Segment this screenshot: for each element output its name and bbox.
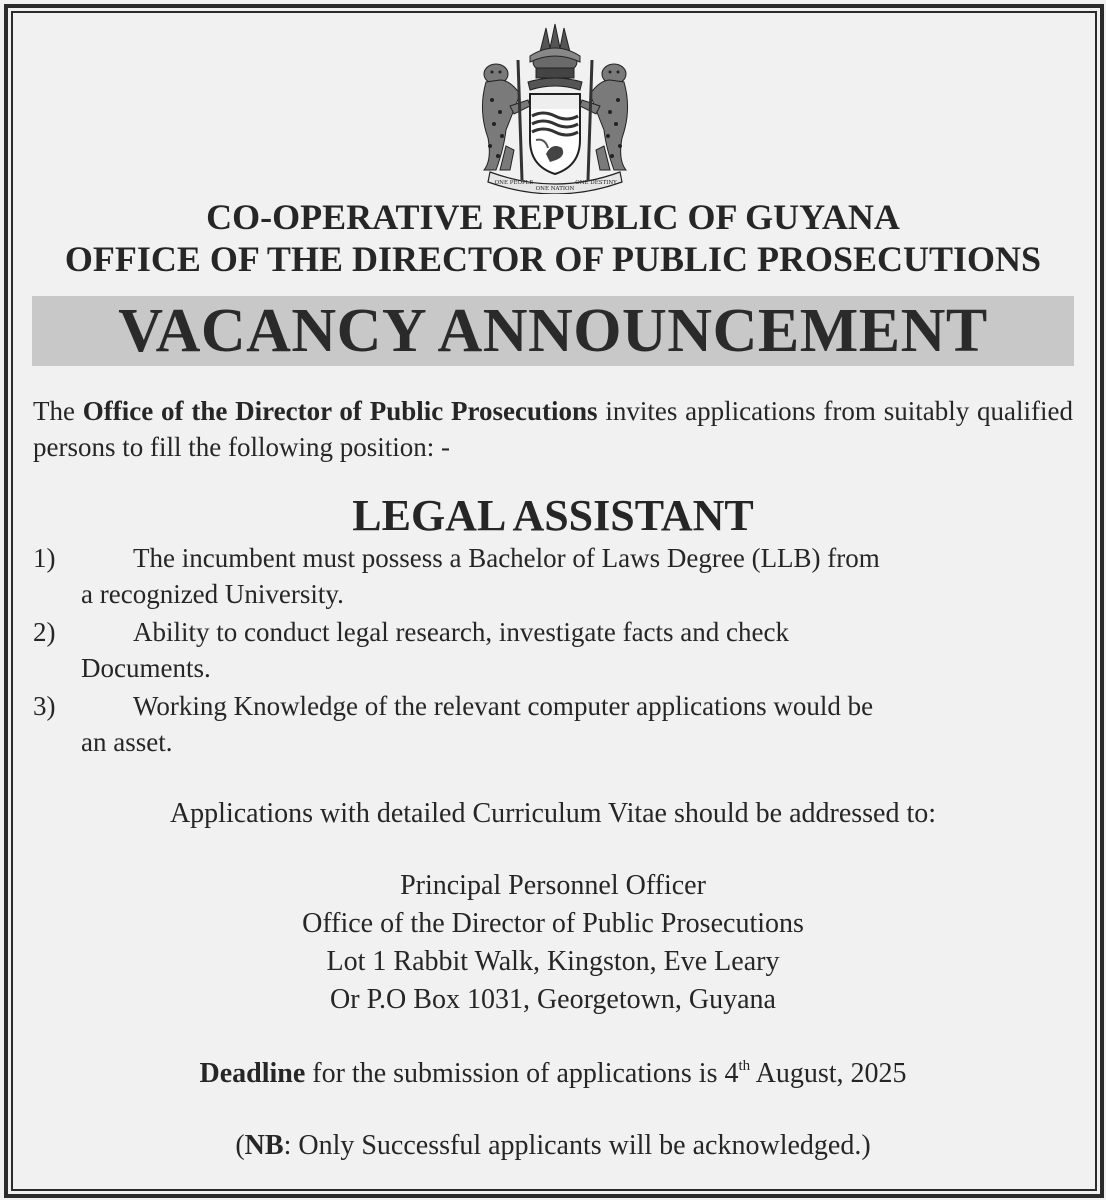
note-text: : Only Successful applicants will be acknowledged.) <box>283 1130 871 1161</box>
requirement-item <box>33 540 1063 612</box>
intro-prefix: The <box>33 396 83 426</box>
intro-paragraph <box>33 393 1073 465</box>
requirement-number: 3) <box>33 691 56 721</box>
note-line <box>0 1130 1106 1162</box>
intro-office-name: Office of the Director of Public Prosecutions <box>82 396 598 426</box>
requirement-text: The incumbent must possess a Bachelor of Laws Degree (LLB) from <box>133 543 880 573</box>
intro-suffix: invites applications from suitably qualified persons to fill the following position: - <box>33 396 1073 462</box>
requirement-text-continued: Documents. <box>81 653 211 683</box>
application-instruction: Applications with detailed Curriculum Vitae should be addressed to: <box>169 798 937 829</box>
requirement-text: Ability to conduct legal research, investigate facts and check <box>133 617 789 647</box>
note-open-paren: ( <box>235 1130 245 1161</box>
deadline-date: August, 2025 <box>750 1058 907 1089</box>
deadline-label: Deadline <box>199 1058 306 1089</box>
position-title: LEGAL ASSISTANT <box>352 491 754 540</box>
country-heading: CO-OPERATIVE REPUBLIC OF GUYANA <box>206 197 900 237</box>
requirement-text: Working Knowledge of the relevant computer applications would be <box>133 691 874 721</box>
requirement-text-continued: a recognized University. <box>81 579 344 609</box>
requirement-text-continued: an asset. <box>81 727 173 757</box>
note-label: NB <box>244 1130 284 1161</box>
deadline-ordinal: th <box>738 1058 751 1074</box>
motto-part-3: ONE DESTINY <box>575 180 617 186</box>
motto-part-2: ONE NATION <box>535 186 575 192</box>
motto-part-1: ONE PEOPLE <box>494 180 534 186</box>
deadline-text: for the submission of applications is 4 <box>305 1058 739 1089</box>
requirement-item <box>33 688 1063 760</box>
deadline-line <box>0 1058 1106 1090</box>
requirement-number: 2) <box>33 617 56 647</box>
address-line: Office of the Director of Public Prosecutions <box>302 908 804 939</box>
requirement-number: 1) <box>33 543 56 573</box>
vacancy-title: VACANCY ANNOUNCEMENT <box>118 297 988 365</box>
requirement-item <box>33 614 1063 686</box>
address-line: Principal Personnel Officer <box>400 870 706 901</box>
address-line: Or P.O Box 1031, Georgetown, Guyana <box>330 984 776 1015</box>
address-line: Lot 1 Rabbit Walk, Kingston, Eve Leary <box>326 946 780 977</box>
coat-of-arms-emblem <box>470 20 640 194</box>
office-heading: OFFICE OF THE DIRECTOR OF PUBLIC PROSECUTIONS <box>64 239 1042 279</box>
